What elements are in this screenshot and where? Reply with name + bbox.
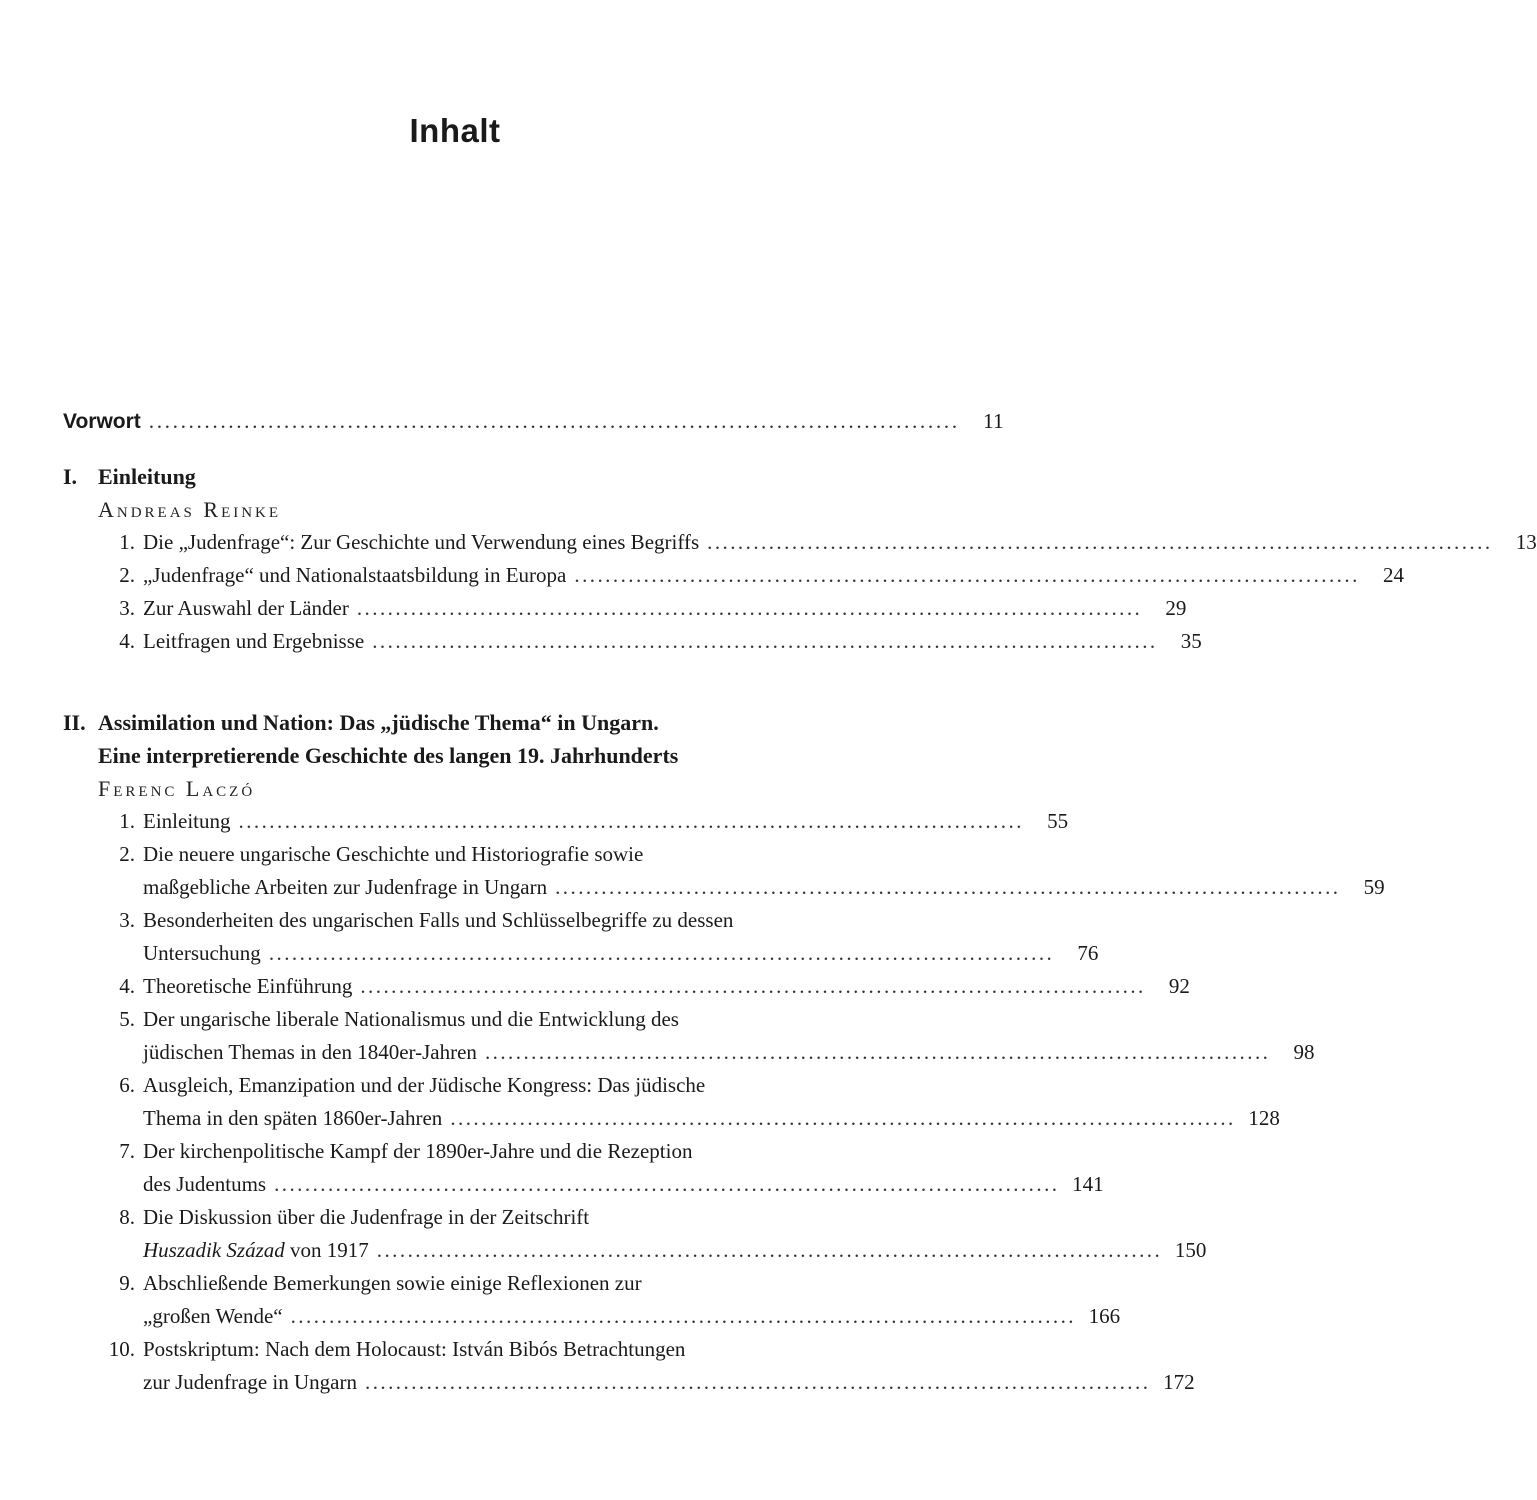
entry-number: 4. [119,974,135,998]
entry-text-line: Besonderheiten des ungarischen Falls und Schlüsselbegriffe zu dessen [143,908,734,932]
page-number: 166 [1088,1304,1121,1328]
toc-entry-vorwort[interactable] [63,405,1004,438]
page-number: 92 [1168,974,1190,998]
page-number: 76 [1077,941,1099,965]
toc-entry[interactable] [63,1069,1280,1135]
leader-dots [365,1366,1147,1399]
entry-text: Zur Auswahl der Länder [143,596,349,620]
entry-text: Thema in den späten 1860er-Jahren [143,1106,443,1130]
entry-text-line: Postskriptum: Nach dem Holocaust: István Bibós Betrachtungen [143,1337,686,1361]
entry-text: maßgebliche Arbeiten zur Judenfrage in Ungarn [143,875,548,899]
table-of-contents [63,405,1537,1399]
entry-text: „großen Wende“ [143,1304,283,1328]
page-number: 172 [1163,1370,1195,1394]
entry-text: jüdischen Themas in den 1840er-Jahren [143,1040,477,1064]
entry-last-line [143,1300,1120,1333]
entry-number: 5. [119,1007,135,1031]
entry-body [143,1069,1280,1135]
entry-number: 2. [119,842,135,866]
leader-dots [291,1300,1073,1333]
entry-text: Untersuchung [143,941,261,965]
toc-entry[interactable] [63,1003,1315,1069]
toc-entry[interactable] [63,1135,1104,1201]
entry-body [143,1003,1315,1069]
toc-entry[interactable] [63,526,1537,559]
leader-dots [360,970,1142,1003]
entry-body [143,526,1537,559]
entry-last-line [143,937,1098,970]
leader-dots [555,871,1337,904]
section-gap [63,658,846,684]
page-number: 35 [1180,629,1202,653]
section-author: Andreas Reinke [98,497,282,522]
leader-dots [485,1036,1267,1069]
entry-text-line: Der ungarische liberale Nationalismus und die Entwicklung des [143,1007,679,1031]
entry-body [143,1333,1195,1399]
toc-entry[interactable] [63,838,1385,904]
entry-text-line: Ausgleich, Emanzipation und der Jüdische Kongress: Das jüdische [143,1073,706,1097]
entry-body [143,970,1190,1003]
section-title [98,460,196,493]
leader-dots [274,1168,1056,1201]
entry-body [143,904,1098,970]
entry-last-line [143,1168,1104,1201]
entry-body [143,1135,1104,1201]
section-title-line: Assimilation und Nation: Das „jüdische Thema“ in Ungarn. [98,710,659,735]
entry-text: des Judentums [143,1172,267,1196]
entry-last-line [143,526,1537,559]
entry-text: Theoretische Einführung [143,974,353,998]
entry-body [143,838,1385,904]
section-number: I. [63,464,78,489]
entry-body [143,1267,1120,1333]
toc-entry[interactable] [63,625,1202,658]
toc-entry[interactable] [63,970,1190,1003]
section-heading [63,706,846,772]
page-number: 24 [1382,563,1404,587]
entry-number: 8. [119,1205,135,1229]
entry-text-line: Abschließende Bemerkungen sowie einige Reflexionen zur [143,1271,642,1295]
entry-number: 3. [119,908,135,932]
entry-number: 2. [119,563,135,587]
entry-last-line [143,805,1068,838]
entry-number: 4. [119,629,135,653]
entry-last-line [143,625,1202,658]
page-number: 141 [1072,1172,1104,1196]
toc-entry[interactable] [63,904,1099,970]
leader-dots [707,526,1489,559]
toc-entry-label: Vorwort [63,410,141,433]
entry-text: zur Judenfrage in Ungarn [143,1370,357,1394]
section-title-line: Einleitung [98,464,196,489]
entry-last-line [143,1234,1206,1267]
entry-last-line [143,1366,1195,1399]
page-number: 128 [1248,1106,1280,1130]
section-gap [63,438,846,460]
entry-text: Huszadik Század von 1917 [143,1238,369,1262]
entry-text-line: Der kirchenpolitische Kampf der 1890er-Jahre und die Rezeption [143,1139,693,1163]
entry-number: 9. [119,1271,135,1295]
entry-last-line [143,871,1385,904]
entry-body [143,1201,1206,1267]
section-gap [63,684,846,706]
toc-entry[interactable] [63,559,1404,592]
page-number: 59 [1363,875,1385,899]
section-author: Ferenc Laczó [98,776,256,801]
entry-number: 6. [119,1073,135,1097]
sections [63,438,1537,1399]
leader-dots [450,1102,1232,1135]
leader-dots [357,592,1139,625]
page-number: 150 [1174,1238,1207,1262]
leader-dots [574,559,1356,592]
section-title-line: Eine interpretierende Geschichte des langen 19. Jahrhunderts [98,743,679,768]
entry-number: 3. [119,596,135,620]
entry-text: „Judenfrage“ und Nationalstaatsbildung in Europa [143,563,567,587]
entry-last-line [143,592,1186,625]
toc-entry[interactable] [63,1267,1121,1333]
entry-body [143,559,1404,592]
toc-entry[interactable] [63,805,1069,838]
entry-text-line: Die Diskussion über die Judenfrage in der Zeitschrift [143,1205,590,1229]
entry-body [143,592,1186,625]
entry-number: 1. [119,530,135,554]
entry-body [143,625,1202,658]
section-title [98,706,678,772]
leader-dots [149,405,956,438]
entry-number: 10. [108,1337,135,1361]
leader-dots [372,625,1154,658]
page-number: 11 [983,409,1004,433]
leader-dots [239,805,1021,838]
entry-text-line: Die neuere ungarische Geschichte und Historiografie sowie [143,842,644,866]
entry-number: 1. [119,809,135,833]
page-number: 98 [1293,1040,1315,1064]
entry-text: Leitfragen und Ergebnisse [143,629,365,653]
page-number: 55 [1047,809,1069,833]
entry-last-line [143,1102,1280,1135]
entry-last-line [143,559,1404,592]
entry-last-line [143,1036,1315,1069]
page-title: Inhalt [409,112,501,149]
toc-entry[interactable] [63,1333,1195,1399]
leader-dots [269,937,1051,970]
entry-text: Die „Judenfrage“: Zur Geschichte und Verwendung eines Begriffs [143,530,700,554]
page-number: 29 [1165,596,1187,620]
entry-last-line [143,970,1190,1003]
entry-number: 7. [119,1139,135,1163]
section-number: II. [63,710,86,735]
entry-body [143,805,1068,838]
entry-text: Einleitung [143,809,231,833]
toc-entry[interactable] [63,592,1187,625]
leader-dots [377,1234,1159,1267]
journal-title: Huszadik Század [143,1238,285,1262]
page-number: 13 [1515,530,1537,554]
toc-entry[interactable] [63,1201,1207,1267]
section-heading [63,460,846,493]
